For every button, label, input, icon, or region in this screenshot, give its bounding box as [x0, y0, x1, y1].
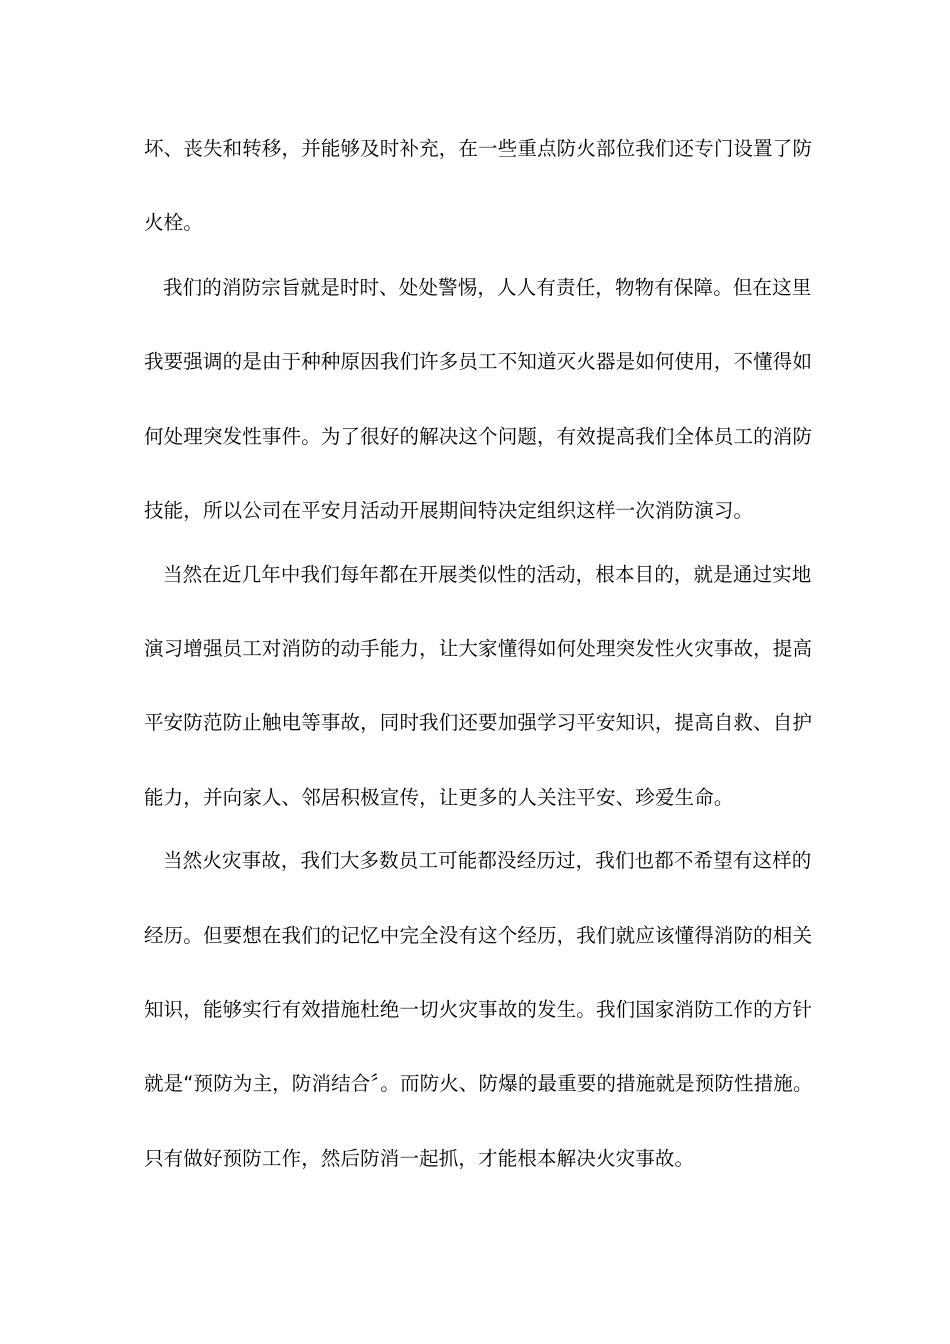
- paragraph-line: 经历。但要想在我们的记忆中完全没有这个经历，我们就应该懂得消防的相关: [144, 924, 813, 947]
- paragraph-line: 当然火灾事故，我们大多数员工可能都没经历过，我们也都不希望有这样的: [163, 849, 812, 872]
- paragraph-line: 知识，能够实行有效措施杜绝一切火灾事故的发生。我们国家消防工作的方针: [144, 998, 813, 1021]
- paragraph-line: 只有做好预防工作，然后防消一起抓，才能根本解决火灾事故。: [144, 1147, 695, 1170]
- paragraph-line: 技能，所以公司在平安月活动开展期间特决定组织这样一次消防演习。: [144, 499, 754, 522]
- paragraph-line: 当然在近几年中我们每年都在开展类似性的活动，根本目的，就是通过实地: [163, 563, 812, 586]
- paragraph-line: 就是“预防为主，防消结合〞。而防火、防爆的最重要的措施就是预防性措施。: [144, 1072, 813, 1095]
- paragraph-line: 何处理突发性事件。为了很好的解决这个问题，有效提高我们全体员工的消防: [144, 425, 813, 448]
- paragraph-line: 坏、丧失和转移，并能够及时补充，在一些重点防火部位我们还专门设置了防: [144, 137, 813, 160]
- paragraph-line: 我要强调的是由于种种原因我们许多员工不知道灭火器是如何使用，不懂得如: [144, 350, 813, 373]
- paragraph-line: 演习增强员工对消防的动手能力，让大家懂得如何处理突发性火灾事故，提高: [144, 637, 813, 660]
- paragraph-line: 我们的消防宗旨就是时时、处处警惕，人人有责任，物物有保障。但在这里: [163, 276, 812, 299]
- paragraph-line: 平安防范防止触电等事故，同时我们还要加强学习平安知识，提高自救、自护: [144, 711, 813, 734]
- paragraph-line: 能力，并向家人、邻居积极宣传，让更多的人关注平安、珍爱生命。: [144, 786, 734, 809]
- paragraph-line: 火栓。: [144, 211, 203, 234]
